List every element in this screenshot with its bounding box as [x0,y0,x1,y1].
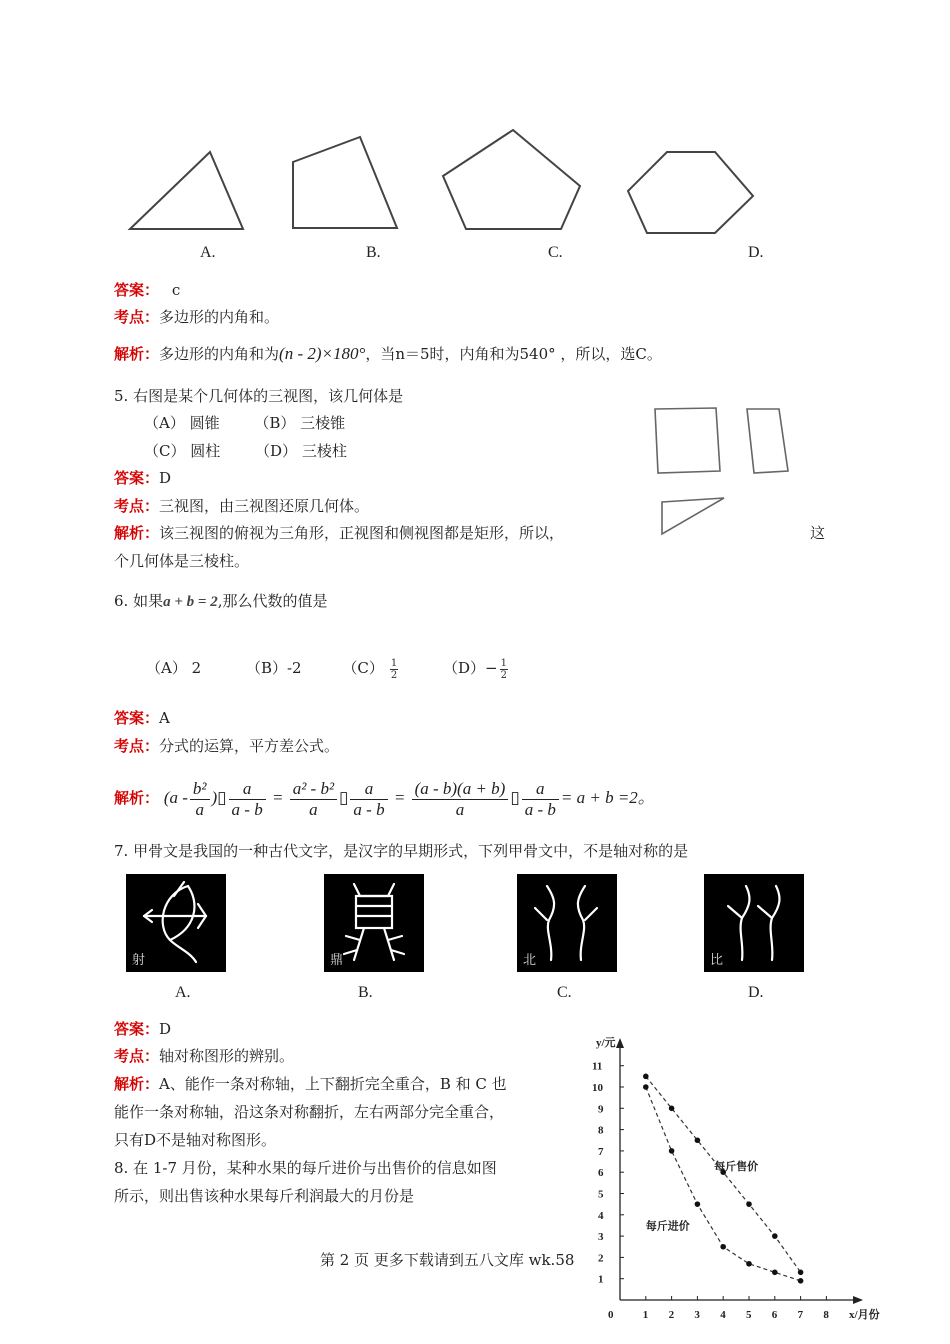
q5-point: 考点：三视图，由三视图还原几何体。 [114,497,370,515]
analysis-prefix: 多边形的内角和为 [159,345,280,363]
point-label: 考点 [114,308,145,326]
point-label: 考点 [114,1047,145,1065]
y-tick-label: 6 [598,1167,604,1180]
y-tick-label: 2 [598,1252,604,1265]
q6-options [146,656,508,681]
frac-num: a [350,779,387,800]
frac-factored [412,779,509,820]
series-label-1: 每斤售价 [714,1161,759,1174]
price-chart [590,1034,890,1342]
option-c: （C） 圆柱 [144,442,221,460]
q6-answer: 答案：A [114,709,170,727]
side-view [747,409,788,473]
x-tick-label: 8 [823,1309,829,1321]
analysis-suffix: ，当n＝5时，内角和为540° ，所以，选C。 [365,345,662,363]
answer-label: 答案 [114,281,145,299]
expr-close: )▯ [211,788,227,807]
option-b: （B）-2 [245,659,302,677]
q5-analysis: 解析：该三视图的俯视为三角形，正视图和侧视图都是矩形，所以， [114,524,565,542]
option-a: （A） 2 [146,659,202,677]
frac-den: a [309,799,318,819]
polygon-figures [110,120,790,245]
frac-den: a - b [231,799,263,819]
data-point [669,1148,675,1154]
frac-a-over-amb [350,779,387,820]
y-tick-label: 1 [598,1273,604,1286]
analysis-label: 解析 [114,789,145,807]
frac-a-over-amb [522,779,559,820]
oracle-char-c: 北 [523,953,537,968]
point-text: 轴对称图形的辨别。 [159,1047,295,1065]
y-tick-label: 10 [592,1082,603,1094]
series-label-2: 每斤进价 [645,1220,690,1233]
x-tick-label: 1 [642,1309,649,1321]
frac-den: a [455,799,465,819]
analysis-tail: 这 [810,524,826,542]
oracle-char-b: 鼎 [330,953,344,968]
frac-num: 1 [390,657,398,669]
option-label-c: C. [548,244,563,261]
y-axis-arrow [616,1038,624,1048]
x-tick-label: 3 [694,1309,700,1321]
q7-analysis: 解析：A、能作一条对称轴，上下翻折完全重合，B 和 C 也 [114,1075,507,1093]
frac-num: a² - b² [290,779,337,800]
q7-analysis-line3: 只有D不是轴对称图形。 [114,1131,277,1149]
y-tick-label: 11 [592,1060,603,1073]
option-a: （A） 圆锥 [144,414,220,432]
oracle-glyph-bei [535,886,597,960]
quadrilateral-shape [293,137,397,228]
option-d [443,657,508,681]
q7-answer: 答案：D [114,1020,172,1038]
option-label-a: A. [200,244,216,261]
y-axis-label: y/元 [596,1037,616,1049]
y-tick-label: 8 [598,1124,604,1137]
x-tick-label: 0 [608,1309,614,1321]
data-point [772,1270,778,1276]
q6-question [114,591,327,612]
q8-line1: 8. 在 1-7 月份，某种水果的每斤进价与出售价的信息如图 [114,1159,497,1177]
oracle-box-d [704,874,804,972]
question-math: a + b = 2 [163,594,218,610]
frac-den: a - b [353,799,385,819]
equals: = [271,788,284,807]
page-footer: 第 2 页 更多下载请到五八文库 wk.58 [320,1251,575,1269]
frac-den: a [195,799,204,819]
data-point [772,1233,778,1239]
frac-num: 1 [500,657,507,669]
frac-den: a - b [524,799,556,819]
q7-option-label-d: D. [748,984,764,1001]
option-b: （B） 三棱锥 [254,414,346,432]
q7-option-label-a: A. [175,984,191,1001]
multiply-dot: ▯ [339,788,349,807]
option-label-b: B. [366,244,381,261]
three-view-figure [650,402,800,542]
oracle-glyph-ding [344,884,404,960]
analysis-text: 该三视图的俯视为三角形，正视图和侧视图都是矩形，所以， [159,524,565,542]
q6-point: 考点：分式的运算，平方差公式。 [114,737,340,755]
equals: = [393,788,406,807]
data-point [746,1261,752,1267]
x-tick-label: 2 [668,1309,675,1321]
analysis-formula: (n - 2)×180° [279,344,366,363]
q5-options-row1 [144,413,345,433]
oracle-box-b [324,874,424,972]
q6-analysis: 解析： (a - $\frac{\text{b²}}{a}$ )▯ $\frac{a}{a - b}$ = $\frac{\text{a² - b²}}{a}$ ▯ $\frac{a}{a - b}$ = $\frac{(a - b)(a + b)}{a}$ ▯ $\frac{a}{a - b}$ = a + b =2。 [114,778,655,819]
answer-value: D [159,469,172,487]
data-point [720,1244,726,1250]
triangle-shape [130,152,243,229]
frac-diff-squares [290,779,337,820]
answer-value: D [159,1020,172,1038]
oracle-glyph-she [144,882,206,962]
point-text: 分式的运算，平方差公式。 [159,737,340,755]
fraction-half [390,658,398,681]
q5-analysis-line2: 个几何体是三棱柱。 [114,552,250,570]
top-view [662,498,724,534]
x-tick-label: 7 [797,1309,804,1321]
x-tick-label: 6 [771,1309,778,1321]
question-prefix: 6. 如果 [114,592,164,610]
frac-a-over-amb [229,779,266,820]
q5-question: 5. 右图是某个几何体的三视图，该几何体是 [114,387,404,405]
y-tick-label: 9 [598,1103,604,1116]
q4-answer: 答案： c [114,281,181,299]
x-axis-arrow [853,1296,863,1304]
option-d-label: （D）− [443,659,498,677]
expr-open: (a - [163,788,188,807]
option-d: （D） 三棱柱 [255,442,347,460]
answer-value: c [171,281,181,299]
option-c [342,657,398,681]
data-point [669,1106,675,1112]
pentagon-shape [443,130,580,229]
y-tick-label: 7 [598,1145,604,1158]
point-text: 多边形的内角和。 [159,308,280,326]
hexagon-shape [628,152,753,233]
expr-result: = a + b =2。 [560,788,655,807]
series-line-2 [646,1087,801,1281]
frac-num: a [229,779,266,800]
analysis-label: 解析 [114,345,145,363]
option-c-label: （C） [342,659,384,677]
frac-b2-over-a [190,779,210,820]
data-point [695,1201,701,1207]
q4-point: 考点：多边形的内角和。 [114,308,280,326]
q8-line2: 所示，则出售该种水果每斤利润最大的月份是 [114,1187,415,1205]
frac-num: (a - b)(a + b) [412,779,509,800]
q7-option-label-b: B. [358,984,373,1001]
x-axis-label: x/月份 [849,1309,880,1321]
data-point [798,1270,804,1276]
q7-point: 考点：轴对称图形的辨别。 [114,1047,295,1065]
data-point [695,1137,701,1143]
y-tick-label: 4 [598,1209,604,1222]
data-point [746,1201,752,1207]
q5-answer: 答案：D [114,469,172,487]
front-view [655,408,720,473]
frac-den: 2 [390,669,398,681]
q7-question: 7. 甲骨文是我国的一种古代文字，是汉字的早期形式，下列甲骨文中，不是轴对称的是 [114,842,689,860]
oracle-box-c [517,874,617,972]
point-label: 考点 [114,737,145,755]
q5-options-row2 [144,441,347,461]
answer-label: 答案 [114,469,145,487]
answer-value: A [159,709,170,727]
multiply-dot: ▯ [510,788,520,807]
oracle-char-a: 射 [132,953,146,968]
option-label-d: D. [748,244,764,261]
frac-den: 2 [500,669,507,681]
oracle-glyph-bi [728,886,779,960]
analysis-line1: A、能作一条对称轴，上下翻折完全重合，B 和 C 也 [159,1075,507,1093]
y-tick-label: 5 [598,1188,604,1201]
q7-option-label-c: C. [557,984,572,1001]
answer-label: 答案 [114,709,145,727]
frac-num: a [522,779,559,800]
analysis-label: 解析 [114,1075,145,1093]
q4-analysis: 解析：多边形的内角和为(n - 2)×180°，当n＝5时，内角和为540° ，所以，选C。 [114,344,662,363]
data-point [798,1278,804,1284]
x-tick-label: 4 [720,1309,726,1321]
q7-analysis-line2: 能作一条对称轴，沿这条对称翻折，左右两部分完全重合， [114,1103,505,1121]
answer-label: 答案 [114,1020,145,1038]
x-tick-label: 5 [746,1309,752,1321]
oracle-box-a [126,874,226,972]
oracle-char-d: 比 [710,953,724,968]
fraction-half [500,658,508,681]
frac-num: b² [190,779,210,800]
y-tick-label: 3 [598,1231,604,1244]
question-suffix: ,那么代数的值是 [217,592,328,610]
analysis-label: 解析 [114,524,145,542]
point-text: 三视图，由三视图还原几何体。 [159,497,370,515]
data-point [643,1074,649,1080]
point-label: 考点 [114,497,145,515]
data-point [643,1084,649,1090]
